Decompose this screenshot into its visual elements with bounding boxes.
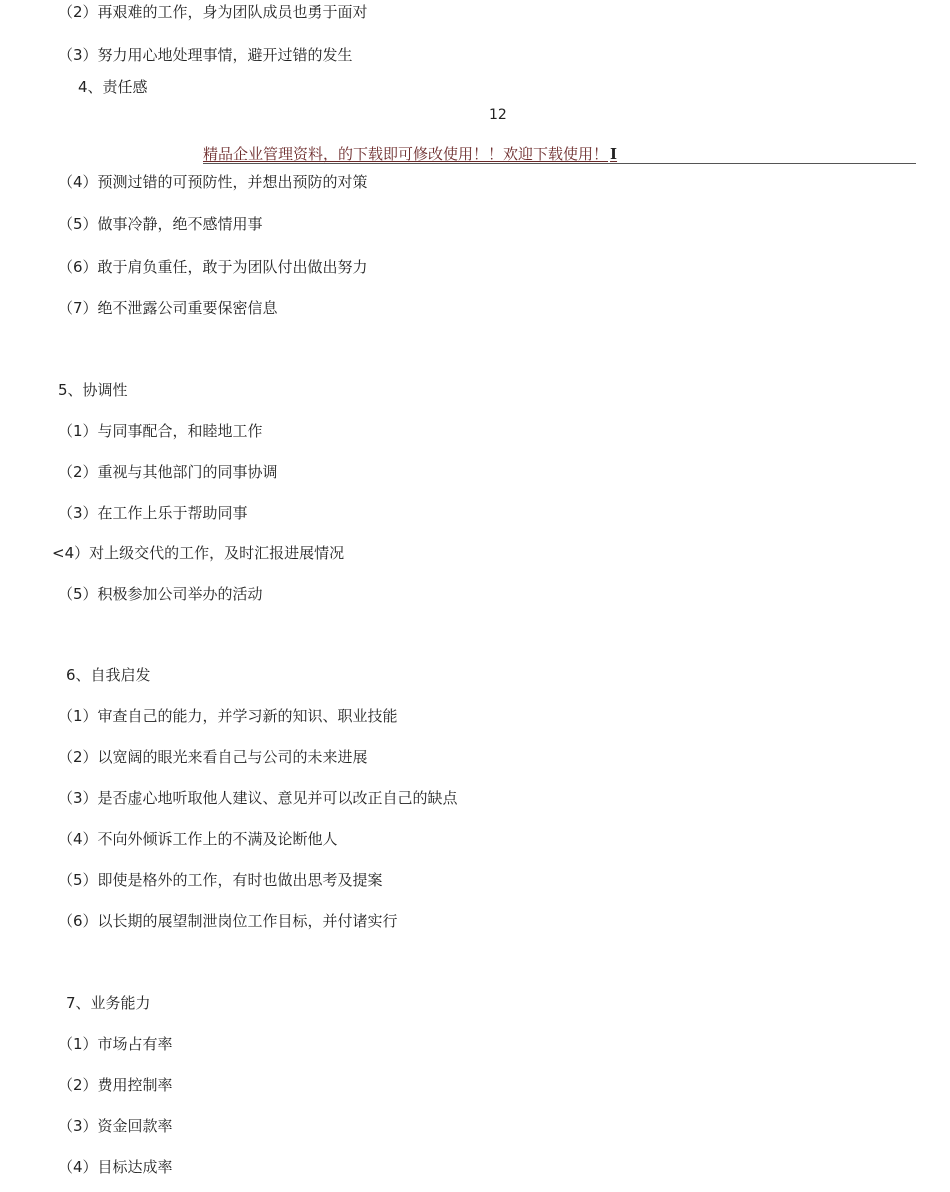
list-item: （3）在工作上乐于帮助同事 xyxy=(58,504,248,522)
list-item: （1）与同事配合，和睦地工作 xyxy=(58,422,263,440)
banner-text: 精品企业管理资料，的下载即可修改使用！！欢迎下载使用！ xyxy=(203,145,609,163)
list-item: （3）努力用心地处理事情，避开过错的发生 xyxy=(58,46,353,64)
list-item: （1）市场占有率 xyxy=(58,1035,173,1053)
list-item: <4）对上级交代的工作，及时汇报进展情况 xyxy=(52,544,345,562)
list-item: （4）预测过错的可预防性，并想出预防的对策 xyxy=(58,173,368,191)
page-number: 12 xyxy=(489,107,507,123)
section-heading: 4、责任感 xyxy=(78,78,148,96)
list-item: （1）审查自己的能力，并学习新的知识、职业技能 xyxy=(58,707,398,725)
list-item: （5）积极参加公司举办的活动 xyxy=(58,585,263,603)
list-item: （6）敢于肩负重任，敢于为团队付出做出努力 xyxy=(58,258,368,276)
section-heading: 6、自我启发 xyxy=(66,666,151,684)
list-item: （5）做事冷静，绝不感情用事 xyxy=(58,215,263,233)
download-banner-link[interactable] xyxy=(203,143,617,165)
list-item: （6）以长期的展望制泄岗位工作目标，并付诸实行 xyxy=(58,912,398,930)
banner-mark: I xyxy=(610,145,618,163)
section-heading: 5、协调性 xyxy=(58,381,128,399)
list-item: （4）不向外倾诉工作上的不满及论断他人 xyxy=(58,830,338,848)
list-item: （2）再艰难的工作，身为团队成员也勇于面对 xyxy=(58,3,368,21)
section-heading: 7、业务能力 xyxy=(66,994,151,1012)
list-item: （2）费用控制率 xyxy=(58,1076,173,1094)
list-item: （4）目标达成率 xyxy=(58,1158,173,1176)
list-item: （3）资金回款率 xyxy=(58,1117,173,1135)
list-item: （3）是否虚心地听取他人建议、意见并可以改正自己的缺点 xyxy=(58,789,458,807)
list-item: （2）重视与其他部门的同事协调 xyxy=(58,463,278,481)
list-item: （5）即使是格外的工作，有时也做出思考及提案 xyxy=(58,871,383,889)
list-item: （7）绝不泄露公司重要保密信息 xyxy=(58,299,278,317)
list-item: （2）以宽阔的眼光来看自己与公司的未来进展 xyxy=(58,748,368,766)
divider xyxy=(203,163,916,164)
